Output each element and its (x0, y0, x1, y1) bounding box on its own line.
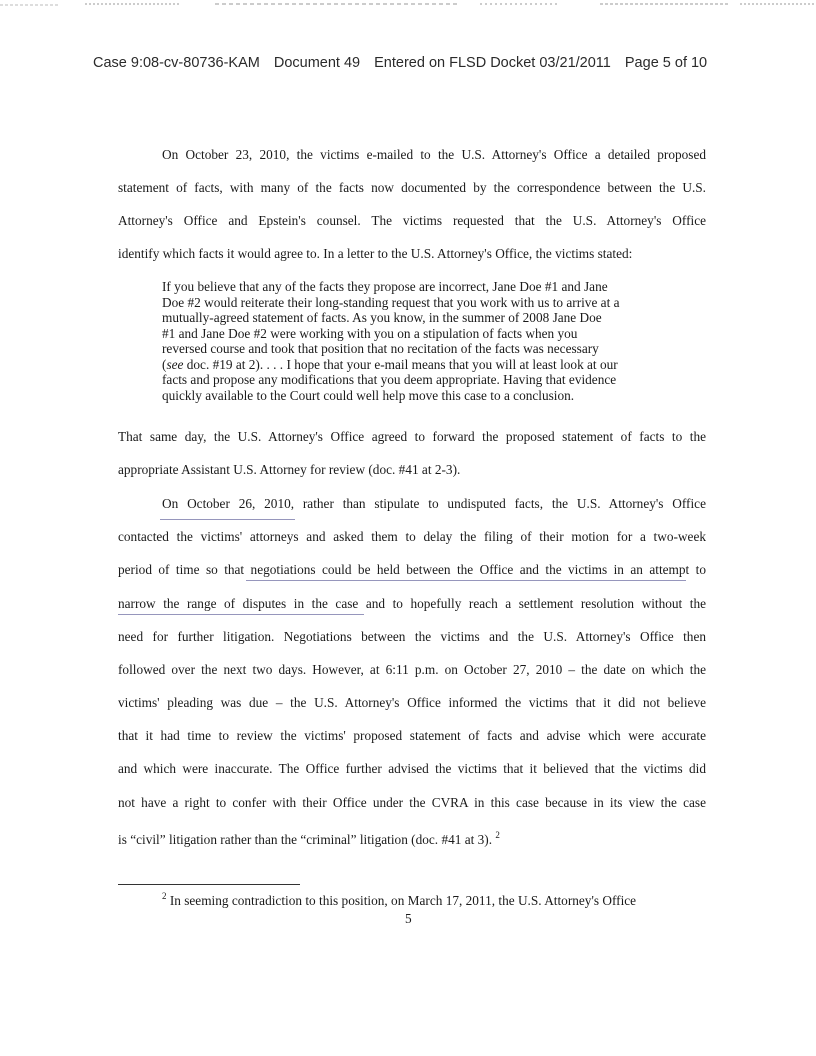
quote-line-rest: doc. #19 at 2). . . . I hope that your e-mail means that you will at least look at our (183, 356, 618, 372)
para3-line10: not have a right to confer with their Office under the CVRA in this case because in its view the case (118, 795, 706, 810)
para3-line11-text: is “civil” litigation rather than the “criminal” litigation (doc. #41 at 3). (118, 832, 493, 847)
footnote-reference[interactable]: 2 (495, 830, 500, 840)
docket-entry: Entered on FLSD Docket 03/21/2011 (374, 55, 611, 71)
case-number: Case 9:08-cv-80736-KAM (93, 55, 260, 71)
quote-line: quickly available to the Court could well help move this case to a conclusion. (162, 387, 575, 403)
para1-line2: statement of facts, with many of the facts now documented by the correspondence between the U.S. (118, 180, 706, 195)
pen-underline (246, 580, 686, 581)
block-quote (162, 279, 659, 403)
footnote (162, 888, 706, 909)
quote-line: If you believe that any of the facts they propose are incorrect, Jane Doe #1 and Jane (162, 279, 608, 294)
page-number: 5 (405, 911, 412, 926)
para1-line3: Attorney's Office and Epstein's counsel. The victims requested that the U.S. Attorney's Office (118, 213, 706, 228)
document-number: Document 49 (273, 55, 361, 71)
para1-line4: identify which facts it would agree to. In a letter to the U.S. Attorney's Office, the victims stated: (118, 246, 633, 261)
para3-line7: victims' pleading was due – the U.S. Attorney's Office informed the victims that it did not believe (118, 695, 706, 710)
scan-artifact-top (0, 0, 816, 10)
para3-line11 (118, 819, 706, 856)
quote-line: reversed course and took that position that no recitation of the facts was necessary (162, 341, 599, 356)
pen-underline (160, 519, 295, 520)
footnote-marker: 2 (162, 891, 167, 901)
docket-header (93, 55, 753, 71)
para3-line3: period of time so that negotiations could be held between the Office and the victims in an attempt to (118, 562, 706, 577)
para2-line2: appropriate Assistant U.S. Attorney for review (doc. #41 at 2-3). (118, 462, 461, 477)
pen-underline (118, 614, 364, 615)
para3-line8: that it had time to review the victims' proposed statement of facts and advise which were accurate (118, 728, 706, 743)
quote-line: mutually-agreed statement of facts. As you know, in the summer of 2008 Jane Doe (162, 310, 602, 325)
footnote-text: In seeming contradiction to this position, on March 17, 2011, the U.S. Attorney's Office (166, 893, 637, 908)
quote-see: see (166, 356, 184, 372)
quote-line: (see doc. #19 at 2). . . . I hope that your e-mail means that you will at least look at our (162, 356, 618, 372)
para3-line9: and which were inaccurate. The Office further advised the victims that it believed that the victims did (118, 761, 706, 776)
page-indicator: Page 5 of 10 (624, 55, 708, 71)
para3-line6: followed over the next two days. However, at 6:11 p.m. on October 27, 2010 – the date on which the (118, 662, 706, 677)
quote-line: #1 and Jane Doe #2 were working with you on a stipulation of facts when you (162, 325, 578, 341)
footnote-separator (118, 884, 300, 885)
para3-line1: On October 26, 2010, rather than stipulate to undisputed facts, the U.S. Attorney's Office (162, 496, 706, 511)
para2-line1: That same day, the U.S. Attorney's Office agreed to forward the proposed statement of facts to the (118, 429, 706, 444)
para3-line5: need for further litigation. Negotiations between the victims and the U.S. Attorney's Office then (118, 629, 706, 644)
para1-line1: On October 23, 2010, the victims e-mailed to the U.S. Attorney's Office a detailed proposed (162, 147, 706, 162)
para3-line2: contacted the victims' attorneys and asked them to delay the filing of their motion for a two-week (118, 529, 706, 544)
quote-line: Doe #2 would reiterate their long-standing request that you work with us to arrive at a (162, 294, 620, 310)
para3-line4: narrow the range of disputes in the case and to hopefully reach a settlement resolution without the (118, 596, 706, 611)
quote-line: facts and propose any modifications that you deem appropriate. Having that evidence (162, 372, 617, 387)
